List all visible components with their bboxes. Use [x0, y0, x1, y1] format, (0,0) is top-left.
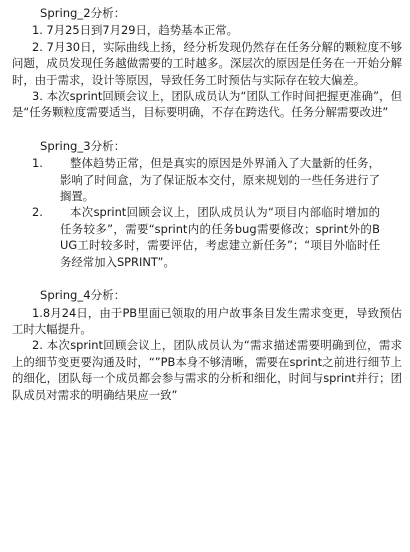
spacer: [12, 121, 402, 138]
paragraph: 3. 本次sprint回顾会议上，团队成员认为“团队工作时间把握更准确”，但是“任务颗粒度需要适当，目标要明确，不存在跨迭代。任务分解需要改进”: [12, 89, 402, 120]
list-text-content: 整体趋势正常，但是真实的原因是外界涌入了大量新的任务，影响了时间盒，为了保证版本交付，原来规划的一些任务进行了搁置。: [60, 156, 380, 204]
section-spring-4: [12, 287, 402, 403]
paragraph: 1.8月24日，由于PB里面已领取的用户故事条目发生需求变更，导致预估工时大幅提升。: [12, 305, 402, 336]
list-text: [60, 204, 402, 270]
list-number: 2.: [32, 205, 43, 220]
list-item: [12, 204, 402, 270]
section-title: Spring_3分析：: [40, 138, 126, 153]
paragraph: 2. 本次sprint回顾会议上，团队成员认为“需求描述需要明确到位，需求上的细节变更要沟通及时，“”PB本身不够清晰，需要在sprint之前进行细节上的细化，团队每一个成员都会参与需求的分析和细化，时间与sprint并行；团队成员对需求的明确结果应一致”: [12, 338, 402, 402]
spacer: [12, 270, 402, 287]
list-text-content: 本次sprint回顾会议上，团队成员认为“项目内部临时增加的任务较多”，需要“sprint内的任务bug需要修改；sprint外的BUG工时较多时，需要评估，考虑建立新任务”；“项目外临时任务经常加入SPRINT”。: [60, 205, 380, 269]
paragraph: 2. 7月30日，实际曲线上扬，经分析发现仍然存在任务分解的颗粒度不够问题，成员发现任务越做需要的工时越多。深层次的原因是任务在一开始分解时，由于需求，设计等原因，导致任务工时预估与实际存在较大偏差。: [12, 39, 402, 87]
list-text: [60, 155, 402, 204]
section-spring-2: [12, 5, 402, 121]
list-number: 1.: [32, 156, 43, 171]
list-item: [12, 155, 402, 204]
paragraph: 1. 7月25日到7月29日，趋势基本正常。: [32, 23, 239, 38]
section-spring-3: [12, 138, 402, 270]
section-title: Spring_2分析：: [40, 6, 126, 20]
section-title: Spring_4分析：: [40, 288, 126, 303]
